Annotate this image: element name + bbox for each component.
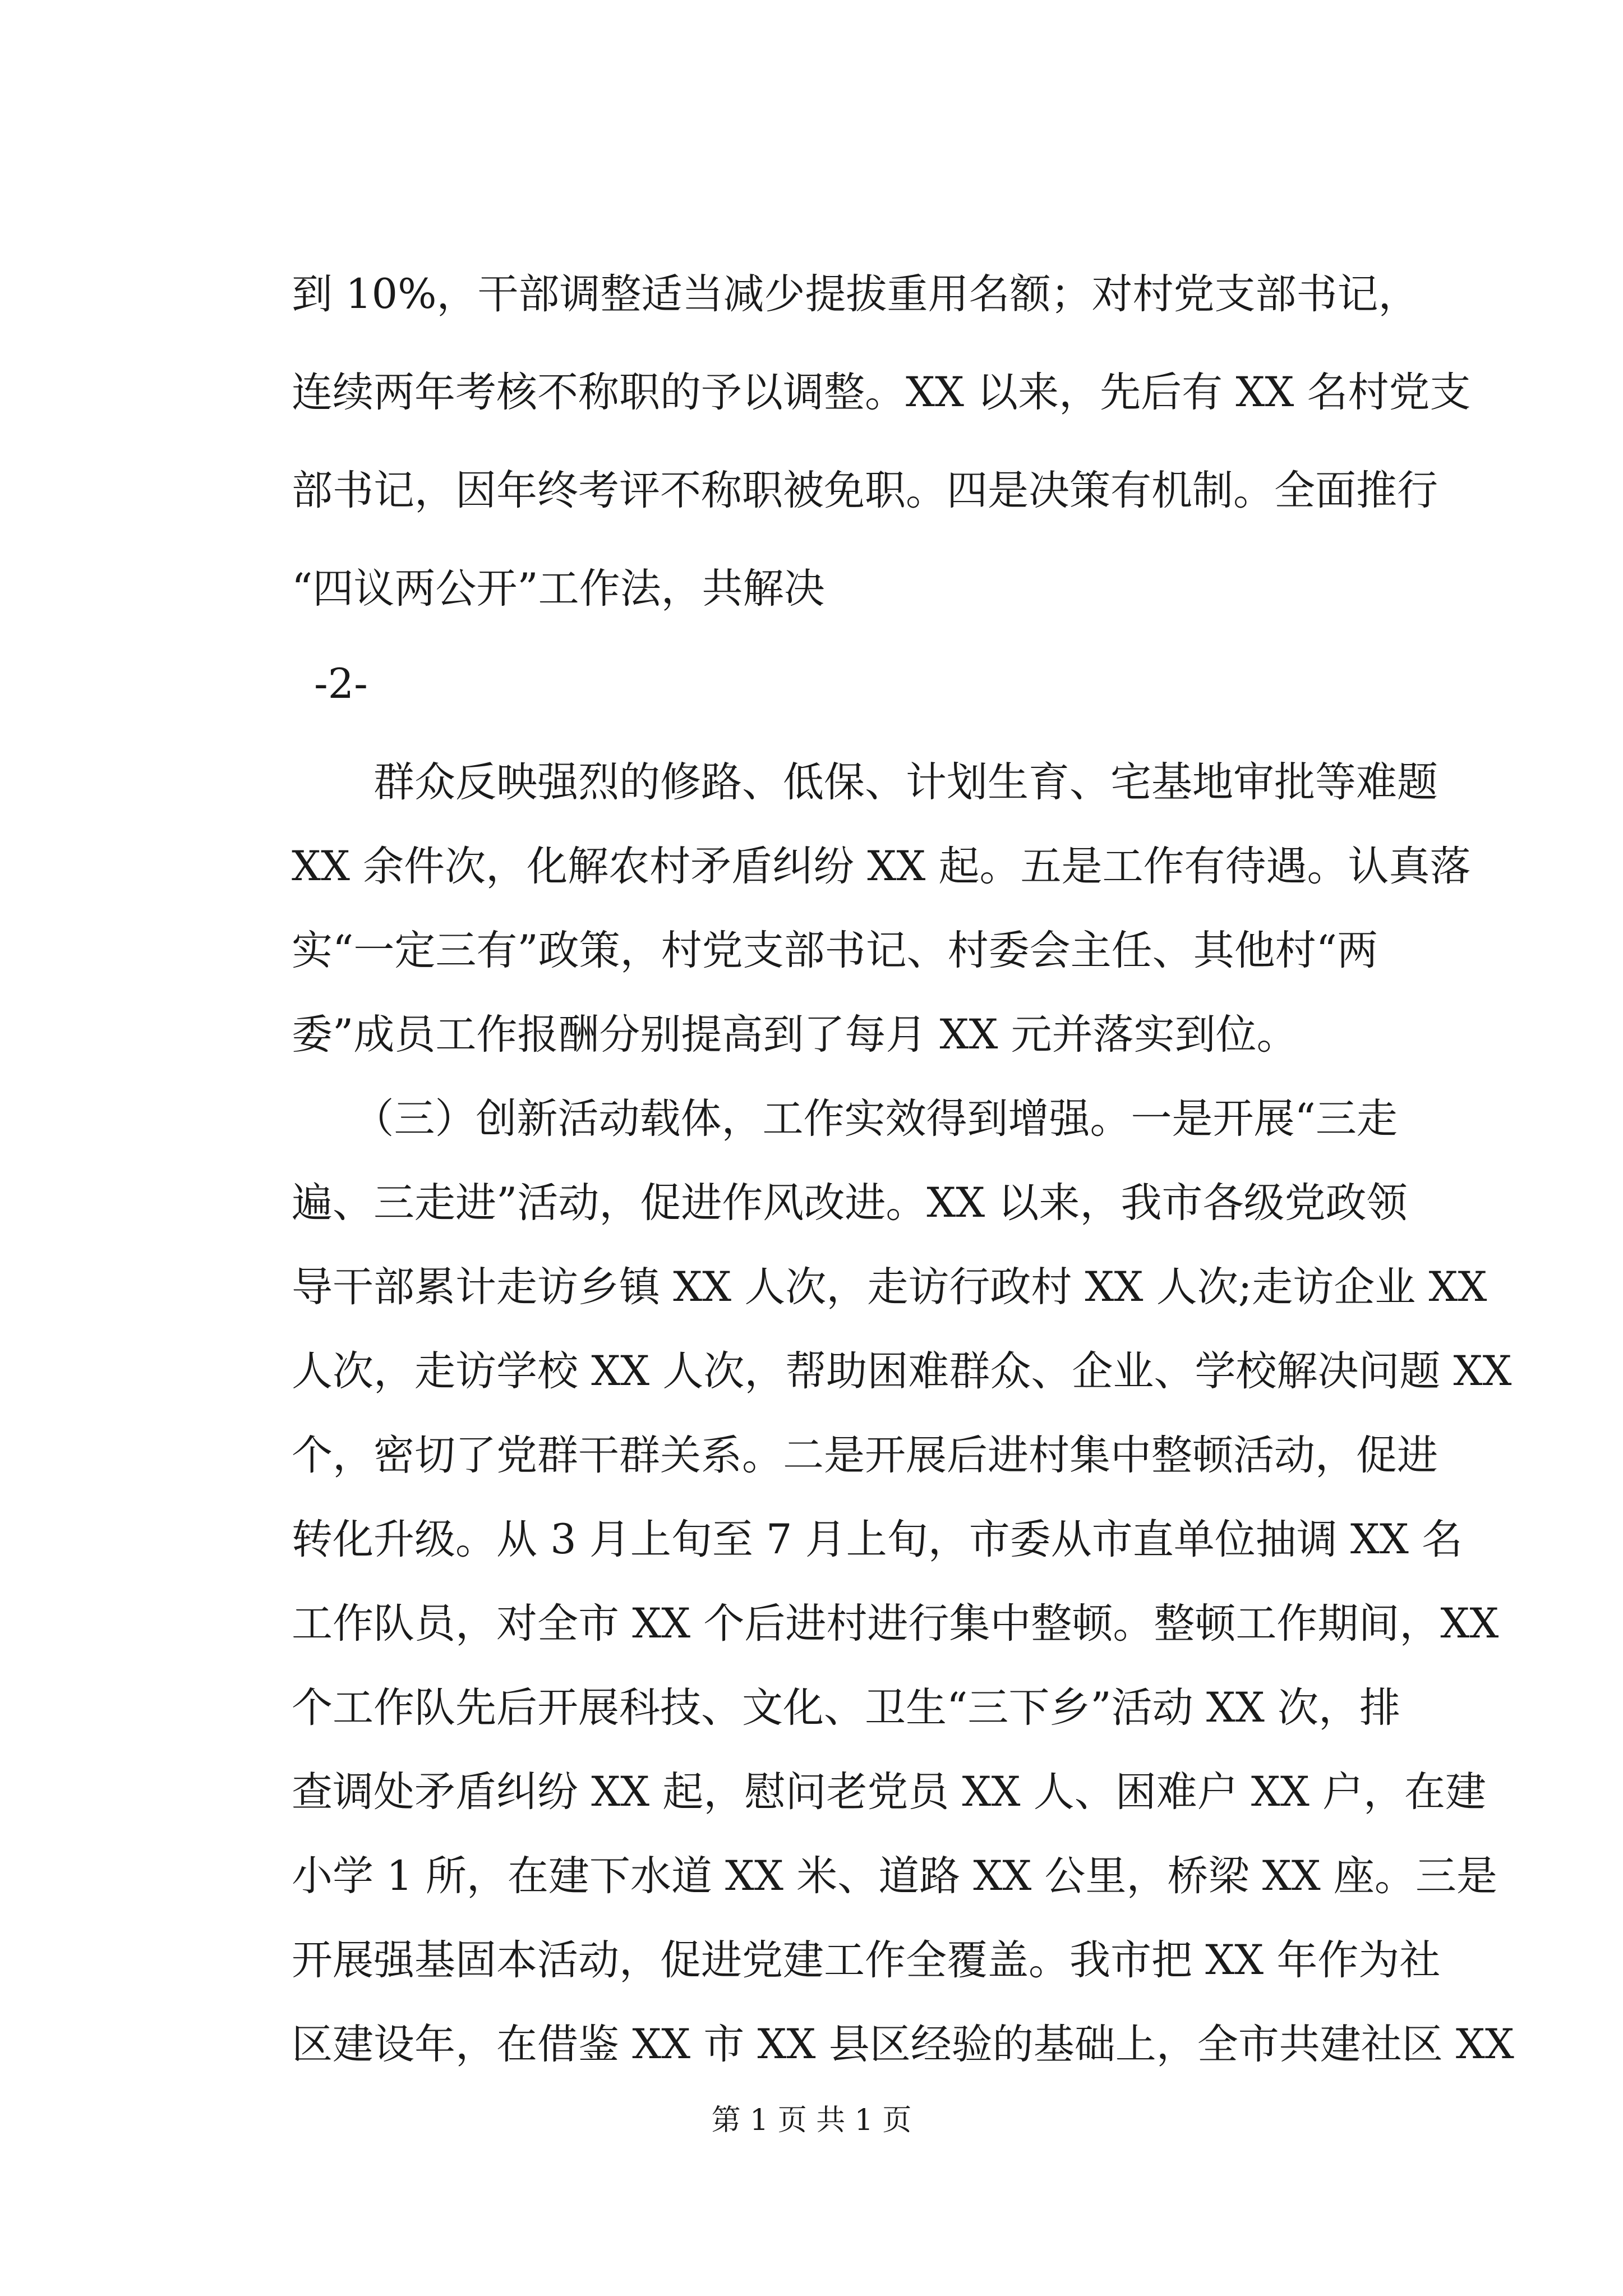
text-line: 到 10%，干部调整适当减少提拔重用名额；对村党支部书记，: [292, 270, 1419, 318]
page-number-marker: -2-: [314, 660, 368, 708]
text-line: 查调处矛盾纠纷 XX 起，慰问老党员 XX 人、困难户 XX 户，在建: [292, 1768, 1487, 1816]
text-line: XX 余件次，化解农村矛盾纠纷 XX 起。五是工作有待遇。认真落: [292, 843, 1471, 890]
text-line: “四议两公开”工作法，共解决: [292, 565, 825, 613]
text-line: 转化升级。从 3 月上旬至 7 月上旬，市委从市直单位抽调 XX 名: [292, 1516, 1463, 1563]
text-line: 导干部累计走访乡镇 XX 人次，走访行政村 XX 人次;走访企业 XX: [292, 1263, 1487, 1311]
text-line: 委”成员工作报酬分别提高到了每月 XX 元并落实到位。: [292, 1011, 1298, 1059]
text-line: 连续两年考核不称职的予以调整。XX 以来，先后有 XX 名村党支: [292, 369, 1471, 416]
text-line: 人次，走访学校 XX 人次，帮助困难群众、企业、学校解决问题 XX: [292, 1347, 1512, 1395]
text-line: 个，密切了党群干群关系。二是开展后进村集中整顿活动，促进: [292, 1432, 1438, 1479]
text-line: 个工作队先后开展科技、文化、卫生“三下乡”活动 XX 次，排: [292, 1684, 1400, 1732]
text-line: 部书记，因年终考评不称职被免职。四是决策有机制。全面推行: [292, 467, 1438, 514]
text-line: 遍、三走进”活动，促进作风改进。XX 以来，我市各级党政领: [292, 1179, 1408, 1227]
text-line: 区建设年，在借鉴 XX 市 XX 县区经验的基础上，全市共建社区 XX: [292, 2021, 1514, 2068]
page-footer: 第 1 页 共 1 页: [711, 2104, 912, 2137]
text-line: 实“一定三有”政策，村党支部书记、村委会主任、其他村“两: [292, 927, 1378, 974]
text-line: 开展强基固本活动，促进党建工作全覆盖。我市把 XX 年作为社: [292, 1936, 1441, 1984]
text-line: 群众反映强烈的修路、低保、计划生育、宅基地审批等难题: [292, 758, 1438, 806]
text-line: 工作队员，对全市 XX 个后进村进行集中整顿。整顿工作期间，XX: [292, 1600, 1499, 1648]
text-line: （三）创新活动载体，工作实效得到增强。一是开展“三走: [292, 1095, 1398, 1143]
text-line: 小学 1 所，在建下水道 XX 米、道路 XX 公里，桥梁 XX 座。三是: [292, 1852, 1497, 1900]
